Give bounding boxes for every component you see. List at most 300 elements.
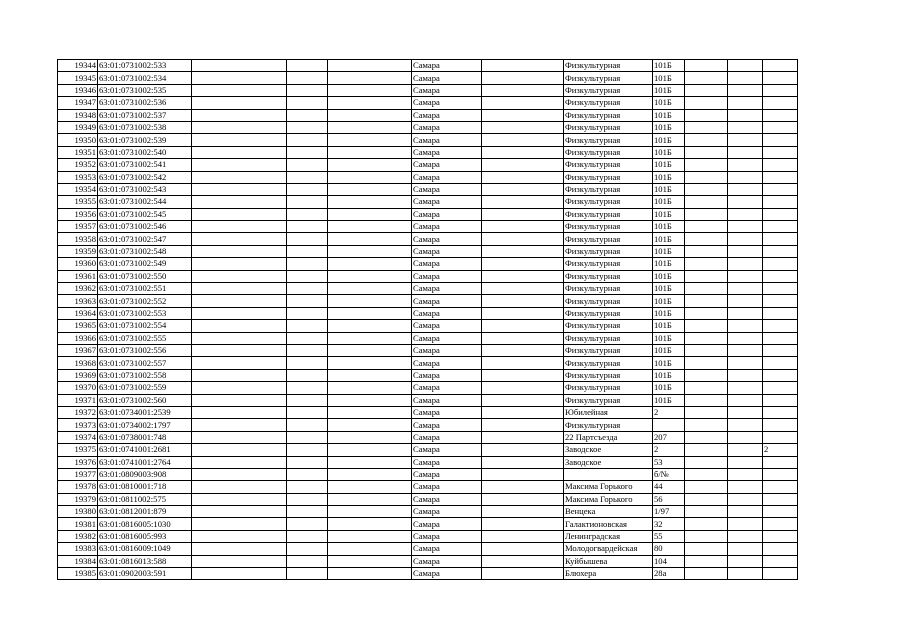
cell-col-d [287,159,328,171]
cell-col-k [728,270,763,282]
cell-house-number: 101Б [653,159,685,171]
cell-col-d [287,394,328,406]
table-row [58,431,798,443]
cell-city: Самара [412,518,482,530]
cell-house-number: 101Б [653,307,685,319]
cell-col-g [482,183,564,195]
cell-street: Физкультурная [564,382,653,394]
table-row [58,159,798,171]
cell-house-number [653,419,685,431]
cell-city: Самара [412,270,482,282]
cell-col-l [763,382,798,394]
cell-col-g [482,60,564,72]
cell-col-d [287,493,328,505]
table-row [58,444,798,456]
cell-col-g [482,258,564,270]
table-row [58,481,798,493]
cell-street: Максима Горького [564,493,653,505]
cell-col-e [328,72,412,84]
cell-cadastral-number: 63:01:0731002:541 [98,159,192,171]
cell-col-k [728,555,763,567]
cell-street: Физкультурная [564,109,653,121]
cell-col-g [482,506,564,518]
table-row [58,221,798,233]
cell-col-k [728,369,763,381]
cell-col-g [482,530,564,542]
cell-row-number: 19350 [58,134,98,146]
cell-house-number: 101Б [653,270,685,282]
cell-col-c [192,60,287,72]
cell-cadastral-number: 63:01:0731002:534 [98,72,192,84]
table-row [58,233,798,245]
cell-house-number: 101Б [653,320,685,332]
cell-street: Физкультурная [564,344,653,356]
cell-col-d [287,245,328,257]
cell-col-e [328,444,412,456]
cell-house-number: б/№ [653,468,685,480]
cell-col-j [685,159,728,171]
table-row [58,506,798,518]
cell-col-l [763,307,798,319]
cell-row-number: 19377 [58,468,98,480]
table-row [58,369,798,381]
cell-col-c [192,456,287,468]
cell-col-j [685,320,728,332]
cell-city: Самара [412,221,482,233]
cell-col-c [192,406,287,418]
cell-city: Самара [412,530,482,542]
cell-col-l [763,320,798,332]
cell-col-l [763,506,798,518]
cell-col-e [328,394,412,406]
cell-col-l [763,295,798,307]
cell-col-c [192,344,287,356]
cell-street: Заводское [564,456,653,468]
cell-col-d [287,369,328,381]
cell-col-c [192,357,287,369]
cell-col-k [728,283,763,295]
cell-row-number: 19357 [58,221,98,233]
cell-row-number: 19366 [58,332,98,344]
cell-cadastral-number: 63:01:0731002:557 [98,357,192,369]
cell-col-k [728,159,763,171]
cell-cadastral-number: 63:01:0741001:2764 [98,456,192,468]
cell-col-e [328,270,412,282]
cell-col-c [192,568,287,580]
cell-col-k [728,444,763,456]
cell-city: Самара [412,493,482,505]
cell-house-number: 101Б [653,196,685,208]
table-row [58,196,798,208]
table-row [58,270,798,282]
cell-col-l [763,196,798,208]
cell-city: Самара [412,369,482,381]
cell-house-number: 32 [653,518,685,530]
cell-cadastral-number: 63:01:0731002:544 [98,196,192,208]
cell-col-e [328,245,412,257]
cell-col-d [287,320,328,332]
cell-col-j [685,295,728,307]
cell-row-number: 19384 [58,555,98,567]
table-row [58,258,798,270]
cell-col-l [763,245,798,257]
cell-col-l [763,72,798,84]
cell-row-number: 19370 [58,382,98,394]
table-row [58,530,798,542]
cell-col-l [763,394,798,406]
table-row [58,543,798,555]
cell-col-k [728,221,763,233]
table-row [58,344,798,356]
cell-city: Самара [412,60,482,72]
cell-col-e [328,109,412,121]
cell-col-j [685,357,728,369]
table-row [58,295,798,307]
cell-row-number: 19382 [58,530,98,542]
cell-col-e [328,481,412,493]
cell-col-k [728,419,763,431]
cell-city: Самара [412,506,482,518]
cell-col-k [728,431,763,443]
cell-col-c [192,394,287,406]
cell-cadastral-number: 63:01:0731002:540 [98,146,192,158]
cell-col-l [763,183,798,195]
cell-col-c [192,555,287,567]
cell-cadastral-number: 63:01:0731002:537 [98,109,192,121]
cell-col-k [728,344,763,356]
cell-col-g [482,419,564,431]
cell-col-d [287,431,328,443]
cell-row-number: 19363 [58,295,98,307]
cell-col-l [763,481,798,493]
table-row [58,382,798,394]
cell-city: Самара [412,245,482,257]
cell-col-k [728,406,763,418]
cell-col-l [763,555,798,567]
cell-col-j [685,506,728,518]
cell-col-c [192,543,287,555]
cell-col-l [763,332,798,344]
cell-city: Самара [412,568,482,580]
cell-row-number: 19349 [58,121,98,133]
cell-city: Самара [412,431,482,443]
cell-house-number: 80 [653,543,685,555]
cell-col-g [482,493,564,505]
cell-col-e [328,518,412,530]
cell-house-number: 101Б [653,121,685,133]
cell-col-k [728,456,763,468]
cell-col-k [728,530,763,542]
cell-house-number: 101Б [653,332,685,344]
cell-city: Самара [412,332,482,344]
cell-row-number: 19367 [58,344,98,356]
cell-col-g [482,332,564,344]
table-row [58,72,798,84]
cell-cadastral-number: 63:01:0731002:535 [98,84,192,96]
cell-house-number: 101Б [653,245,685,257]
cell-col-g [482,481,564,493]
cell-cadastral-number: 63:01:0731002:533 [98,60,192,72]
cell-street: Физкультурная [564,369,653,381]
cell-col-k [728,109,763,121]
cell-house-number: 101Б [653,394,685,406]
cell-house-number: 2 [653,444,685,456]
cell-col-l [763,357,798,369]
cell-col-c [192,382,287,394]
cell-col-e [328,146,412,158]
cell-col-d [287,357,328,369]
table-row [58,568,798,580]
cell-col-k [728,60,763,72]
cell-cadastral-number: 63:01:0741001:2681 [98,444,192,456]
cell-cadastral-number: 63:01:0731002:542 [98,171,192,183]
cell-col-j [685,258,728,270]
cell-street: Физкультурная [564,171,653,183]
cell-row-number: 19385 [58,568,98,580]
cell-col-l [763,208,798,220]
cell-col-e [328,506,412,518]
cell-col-k [728,233,763,245]
cell-col-g [482,283,564,295]
cell-col-e [328,283,412,295]
cell-col-l [763,419,798,431]
table-row [58,283,798,295]
cell-col-e [328,183,412,195]
cell-col-j [685,518,728,530]
cell-cadastral-number: 63:01:0731002:536 [98,97,192,109]
cell-col-d [287,530,328,542]
cell-city: Самара [412,72,482,84]
cell-street: Физкультурная [564,307,653,319]
cell-street: Физкультурная [564,121,653,133]
cell-col-l [763,258,798,270]
cell-col-k [728,320,763,332]
cell-street: Молодогвардейская [564,543,653,555]
cell-street: Физкультурная [564,183,653,195]
cell-street: Физкультурная [564,146,653,158]
cell-col-c [192,134,287,146]
cell-col-d [287,382,328,394]
cell-col-d [287,481,328,493]
cell-col-c [192,109,287,121]
table-row [58,555,798,567]
cell-house-number: 101Б [653,208,685,220]
cell-cadastral-number: 63:01:0731002:547 [98,233,192,245]
table-row [58,183,798,195]
cell-cadastral-number: 63:01:0811002:575 [98,493,192,505]
cell-col-g [482,369,564,381]
cell-col-e [328,555,412,567]
cell-street: Физкультурная [564,196,653,208]
cell-col-c [192,518,287,530]
cell-cadastral-number: 63:01:0731002:546 [98,221,192,233]
table-row [58,208,798,220]
cell-row-number: 19369 [58,369,98,381]
cell-street: Физкультурная [564,159,653,171]
cell-col-e [328,406,412,418]
cell-city: Самара [412,394,482,406]
cell-col-c [192,121,287,133]
cell-col-j [685,84,728,96]
cell-col-k [728,258,763,270]
cell-col-e [328,208,412,220]
cell-city: Самара [412,307,482,319]
cell-col-d [287,555,328,567]
cell-col-g [482,159,564,171]
cell-house-number: 101Б [653,382,685,394]
cell-col-d [287,406,328,418]
table-row [58,134,798,146]
table-row [58,109,798,121]
cell-col-j [685,493,728,505]
cell-house-number: 101Б [653,344,685,356]
cell-col-d [287,208,328,220]
cell-col-g [482,307,564,319]
table-row [58,320,798,332]
cell-row-number: 19351 [58,146,98,158]
cell-col-j [685,270,728,282]
cell-col-e [328,134,412,146]
cell-col-g [482,196,564,208]
cell-street: Физкультурная [564,233,653,245]
cell-row-number: 19372 [58,406,98,418]
cell-col-k [728,245,763,257]
cell-col-c [192,369,287,381]
cell-col-c [192,84,287,96]
cell-col-d [287,196,328,208]
cell-col-l [763,283,798,295]
cell-col-l [763,369,798,381]
cell-col-j [685,394,728,406]
table-row [58,146,798,158]
cell-col-g [482,84,564,96]
cell-col-k [728,518,763,530]
cell-col-g [482,121,564,133]
cell-col-l [763,146,798,158]
cell-col-j [685,332,728,344]
table-row [58,406,798,418]
cell-house-number: 101Б [653,183,685,195]
cell-col-d [287,568,328,580]
cell-col-g [482,357,564,369]
cell-house-number: 101Б [653,84,685,96]
cell-house-number: 55 [653,530,685,542]
cell-col-k [728,146,763,158]
cell-street: Физкультурная [564,134,653,146]
cell-col-g [482,221,564,233]
cell-col-l [763,233,798,245]
cell-col-d [287,221,328,233]
cell-col-j [685,233,728,245]
cell-col-c [192,468,287,480]
cell-col-c [192,506,287,518]
cell-cadastral-number: 63:01:0816013:588 [98,555,192,567]
cell-col-k [728,208,763,220]
cell-col-l [763,109,798,121]
cell-col-k [728,72,763,84]
cell-city: Самара [412,283,482,295]
cell-street: Физкультурная [564,245,653,257]
cell-col-c [192,196,287,208]
cell-cadastral-number: 63:01:0816005:993 [98,530,192,542]
cell-house-number: 2 [653,406,685,418]
table-row [58,419,798,431]
cell-row-number: 19345 [58,72,98,84]
cell-col-g [482,382,564,394]
cell-col-e [328,530,412,542]
cell-col-e [328,307,412,319]
cell-col-d [287,183,328,195]
cell-col-g [482,406,564,418]
cell-street: Максима Горького [564,481,653,493]
cell-col-l [763,518,798,530]
cell-row-number: 19355 [58,196,98,208]
cell-cadastral-number: 63:01:0731002:551 [98,283,192,295]
cell-city: Самара [412,134,482,146]
cell-col-g [482,146,564,158]
cell-house-number: 104 [653,555,685,567]
cell-col-l [763,270,798,282]
table-row [58,456,798,468]
cell-col-j [685,419,728,431]
cell-col-c [192,208,287,220]
cell-street: Физкультурная [564,295,653,307]
cell-cadastral-number: 63:01:0731002:539 [98,134,192,146]
cell-col-c [192,332,287,344]
cell-col-l [763,84,798,96]
table-row [58,121,798,133]
cell-col-d [287,332,328,344]
cell-row-number: 19353 [58,171,98,183]
cell-col-c [192,258,287,270]
cell-col-k [728,543,763,555]
cell-col-d [287,171,328,183]
cell-col-g [482,109,564,121]
cell-col-j [685,171,728,183]
cell-col-g [482,72,564,84]
cell-city: Самара [412,84,482,96]
cell-city: Самара [412,233,482,245]
cell-row-number: 19352 [58,159,98,171]
table-row [58,357,798,369]
cell-col-l [763,493,798,505]
cell-col-k [728,295,763,307]
cell-col-e [328,295,412,307]
cell-col-l: 2 [763,444,798,456]
cell-col-e [328,258,412,270]
cell-row-number: 19381 [58,518,98,530]
cell-row-number: 19379 [58,493,98,505]
cell-col-d [287,97,328,109]
cell-col-e [328,344,412,356]
cell-col-c [192,481,287,493]
cell-col-d [287,60,328,72]
cell-col-l [763,97,798,109]
cell-col-j [685,283,728,295]
cell-col-l [763,159,798,171]
cell-row-number: 19371 [58,394,98,406]
cell-street: Физкультурная [564,258,653,270]
cell-col-c [192,72,287,84]
cell-cadastral-number: 63:01:0810001:718 [98,481,192,493]
cell-row-number: 19347 [58,97,98,109]
cell-col-e [328,431,412,443]
cell-col-l [763,468,798,480]
table-row [58,394,798,406]
cell-cadastral-number: 63:01:0902003:591 [98,568,192,580]
cell-col-e [328,221,412,233]
cell-cadastral-number: 63:01:0731002:543 [98,183,192,195]
